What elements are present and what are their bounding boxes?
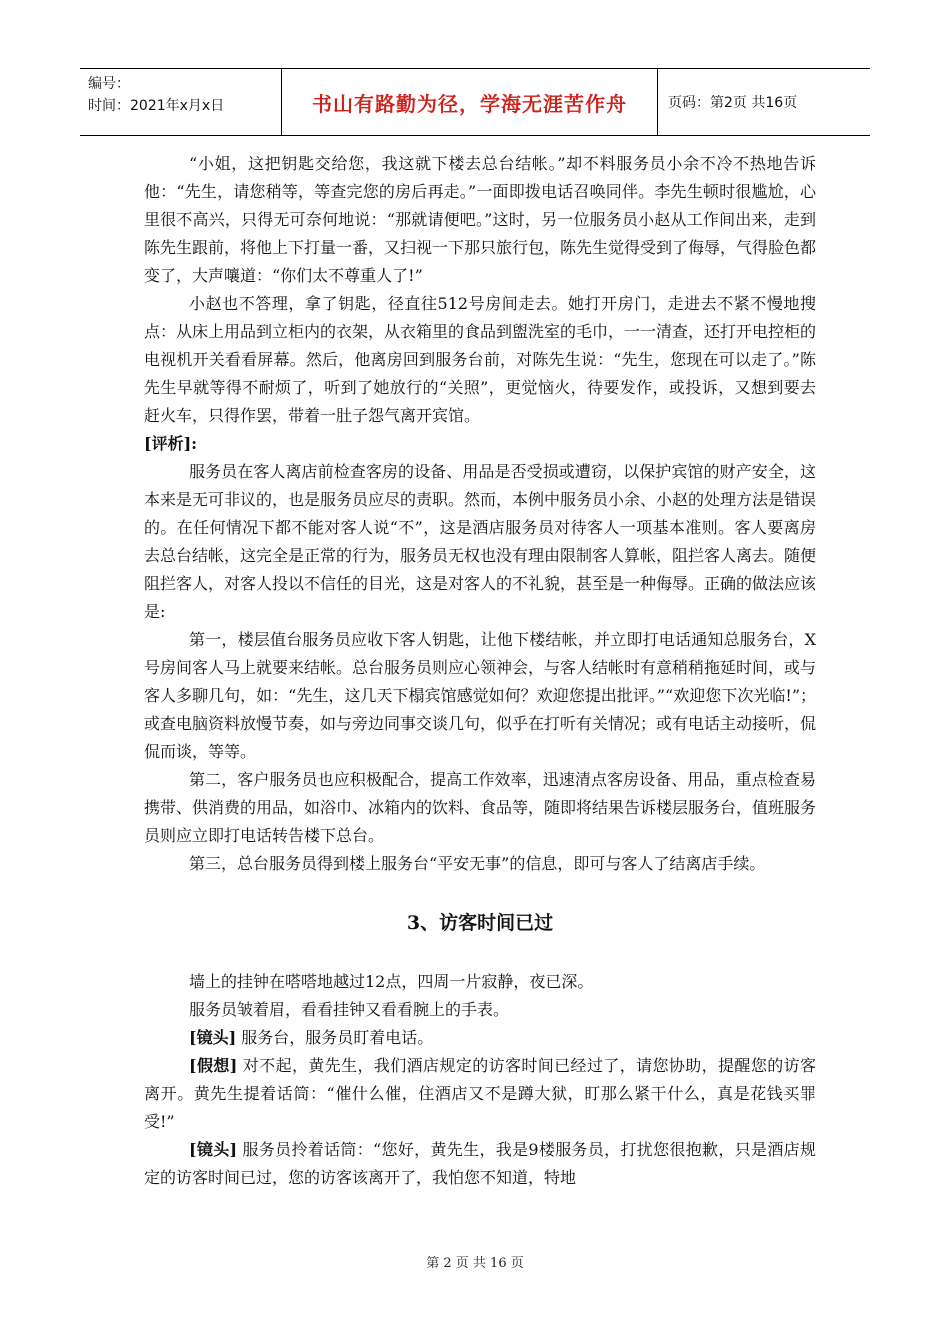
paragraph: 墙上的挂钟在嗒嗒地越过12点，四周一片寂静，夜已深。 <box>189 972 594 991</box>
lens-text: 服务员拎着话筒：“您好，黄先生，我是9楼服务员，打扰您很抱歉，只是酒店规定的访客时间已过，您的访客该离开了，我怕您不知道，特地 <box>144 1140 816 1187</box>
paragraph: 小赵也不答理，拿了钥匙，径直往512号房间走去。她打开房门，走进去不紧不慢地搜点：从床上用品到立柜内的衣架，从衣箱里的食品到盥洗室的毛巾，一一清查，还打开电控柜的电视机开关看看屏幕。然后，他离房回到服务台前，对陈先生说：“先生，您现在可以走了。”陈先生早就等得不耐烦了，听到了她放行的“关照”，更觉恼火，待要发作，或投诉，又想到要去赶火车，只得作罢，带着一肚子怨气离开宾馆。 <box>144 294 817 425</box>
analysis-heading: [评析]: <box>144 434 198 453</box>
lens-label: [镜头] <box>189 1140 238 1159</box>
header-meta <box>80 69 282 135</box>
paragraph: “小姐，这把钥匙交给您，我这就下楼去总台结帐。”却不料服务员小余不冷不热地告诉他：“先生，请您稍等，等查完您的房后再走。”一面即拨电话召唤同伴。李先生顿时很尴尬，心里很不高兴，只得无可奈何地说：“那就请便吧。”这时，另一位服务员小赵从工作间出来，走到陈先生跟前，将他上下打量一番，又扫视一下那只旅行包，陈先生觉得受到了侮辱，气得脸色都变了，大声嚷道：“你们太不尊重人了!” <box>144 154 817 285</box>
header-motto: 书山有路勤为径，学海无涯苦作舟 <box>282 69 658 135</box>
header-number: 编号： <box>88 76 130 92</box>
paragraph: 第三，总台服务员得到楼上服务台“平安无事”的信息，即可与客人了结离店手续。 <box>189 854 766 873</box>
spacer <box>144 878 816 909</box>
header-time: 时间：2021年x月x日 <box>88 98 225 114</box>
lens-paragraph <box>144 1024 816 1052</box>
assume-label: [假想] <box>189 1056 238 1075</box>
paragraph: 服务员在客人离店前检查客房的设备、用品是否受损或遭窃，以保护宾馆的财产安全，这本来是无可非议的，也是服务员应尽的责职。然而，本例中服务员小余、小赵的处理方法是错误的。在任何情况下都不能对客人说“不”，这是酒店服务员对待客人一项基本准则。客人要离房去总台结帐，这完全是正常的行为，服务员无权也没有理由限制客人算帐，阻拦客人离去。随便阻拦客人，对客人投以不信任的目光，这是对客人的不礼貌，甚至是一种侮辱。正确的做法应该是: <box>144 462 817 621</box>
paragraph: 第一，楼层值台服务员应收下客人钥匙，让他下楼结帐，并立即打电话通知总服务台，X号房间客人马上就要来结帐。总台服务员则应心领神会，与客人结帐时有意稍稍拖延时间，或与客人多聊几句，如：“先生，这几天下榻宾馆感觉如何？欢迎您提出批评。”“欢迎您下次光临!”；或查电脑资料放慢节奏，如与旁边同事交谈几句，似乎在打听有关情况；或有电话主动接听，侃侃而谈，等等。 <box>144 630 817 761</box>
paragraph: 服务员皱着眉，看看挂钟又看看腕上的手表。 <box>189 1000 510 1019</box>
page-footer: 第 2 页 共 16 页 <box>426 1256 524 1271</box>
lens-paragraph <box>144 1136 816 1192</box>
assume-text: 对不起，黄先生，我们酒店规定的访客时间已经过了，请您协助，提醒您的访客离开。黄先生提着话筒：“催什么催，住酒店又不是蹲大狱，盯那么紧干什么，真是花钱买罪受!” <box>144 1056 816 1131</box>
section-title: 3、访客时间已过 <box>406 912 554 934</box>
paragraph: 第二，客户服务员也应积极配合，提高工作效率，迅速清点客房设备、用品，重点检查易携带、供消费的用品，如浴巾、冰箱内的饮料、食品等，随即将结果告诉楼层服务台，值班服务员则应立即打电话转告楼下总台。 <box>144 770 817 845</box>
lens-label: [镜头] <box>189 1028 237 1047</box>
header-page-number: 页码：第2页 共16页 <box>668 95 798 111</box>
lens-text: 服务台，服务员盯着电话。 <box>241 1028 434 1047</box>
assume-paragraph <box>144 1052 816 1136</box>
page-header <box>80 68 870 136</box>
document-body <box>144 150 816 1192</box>
spacer <box>144 937 816 968</box>
